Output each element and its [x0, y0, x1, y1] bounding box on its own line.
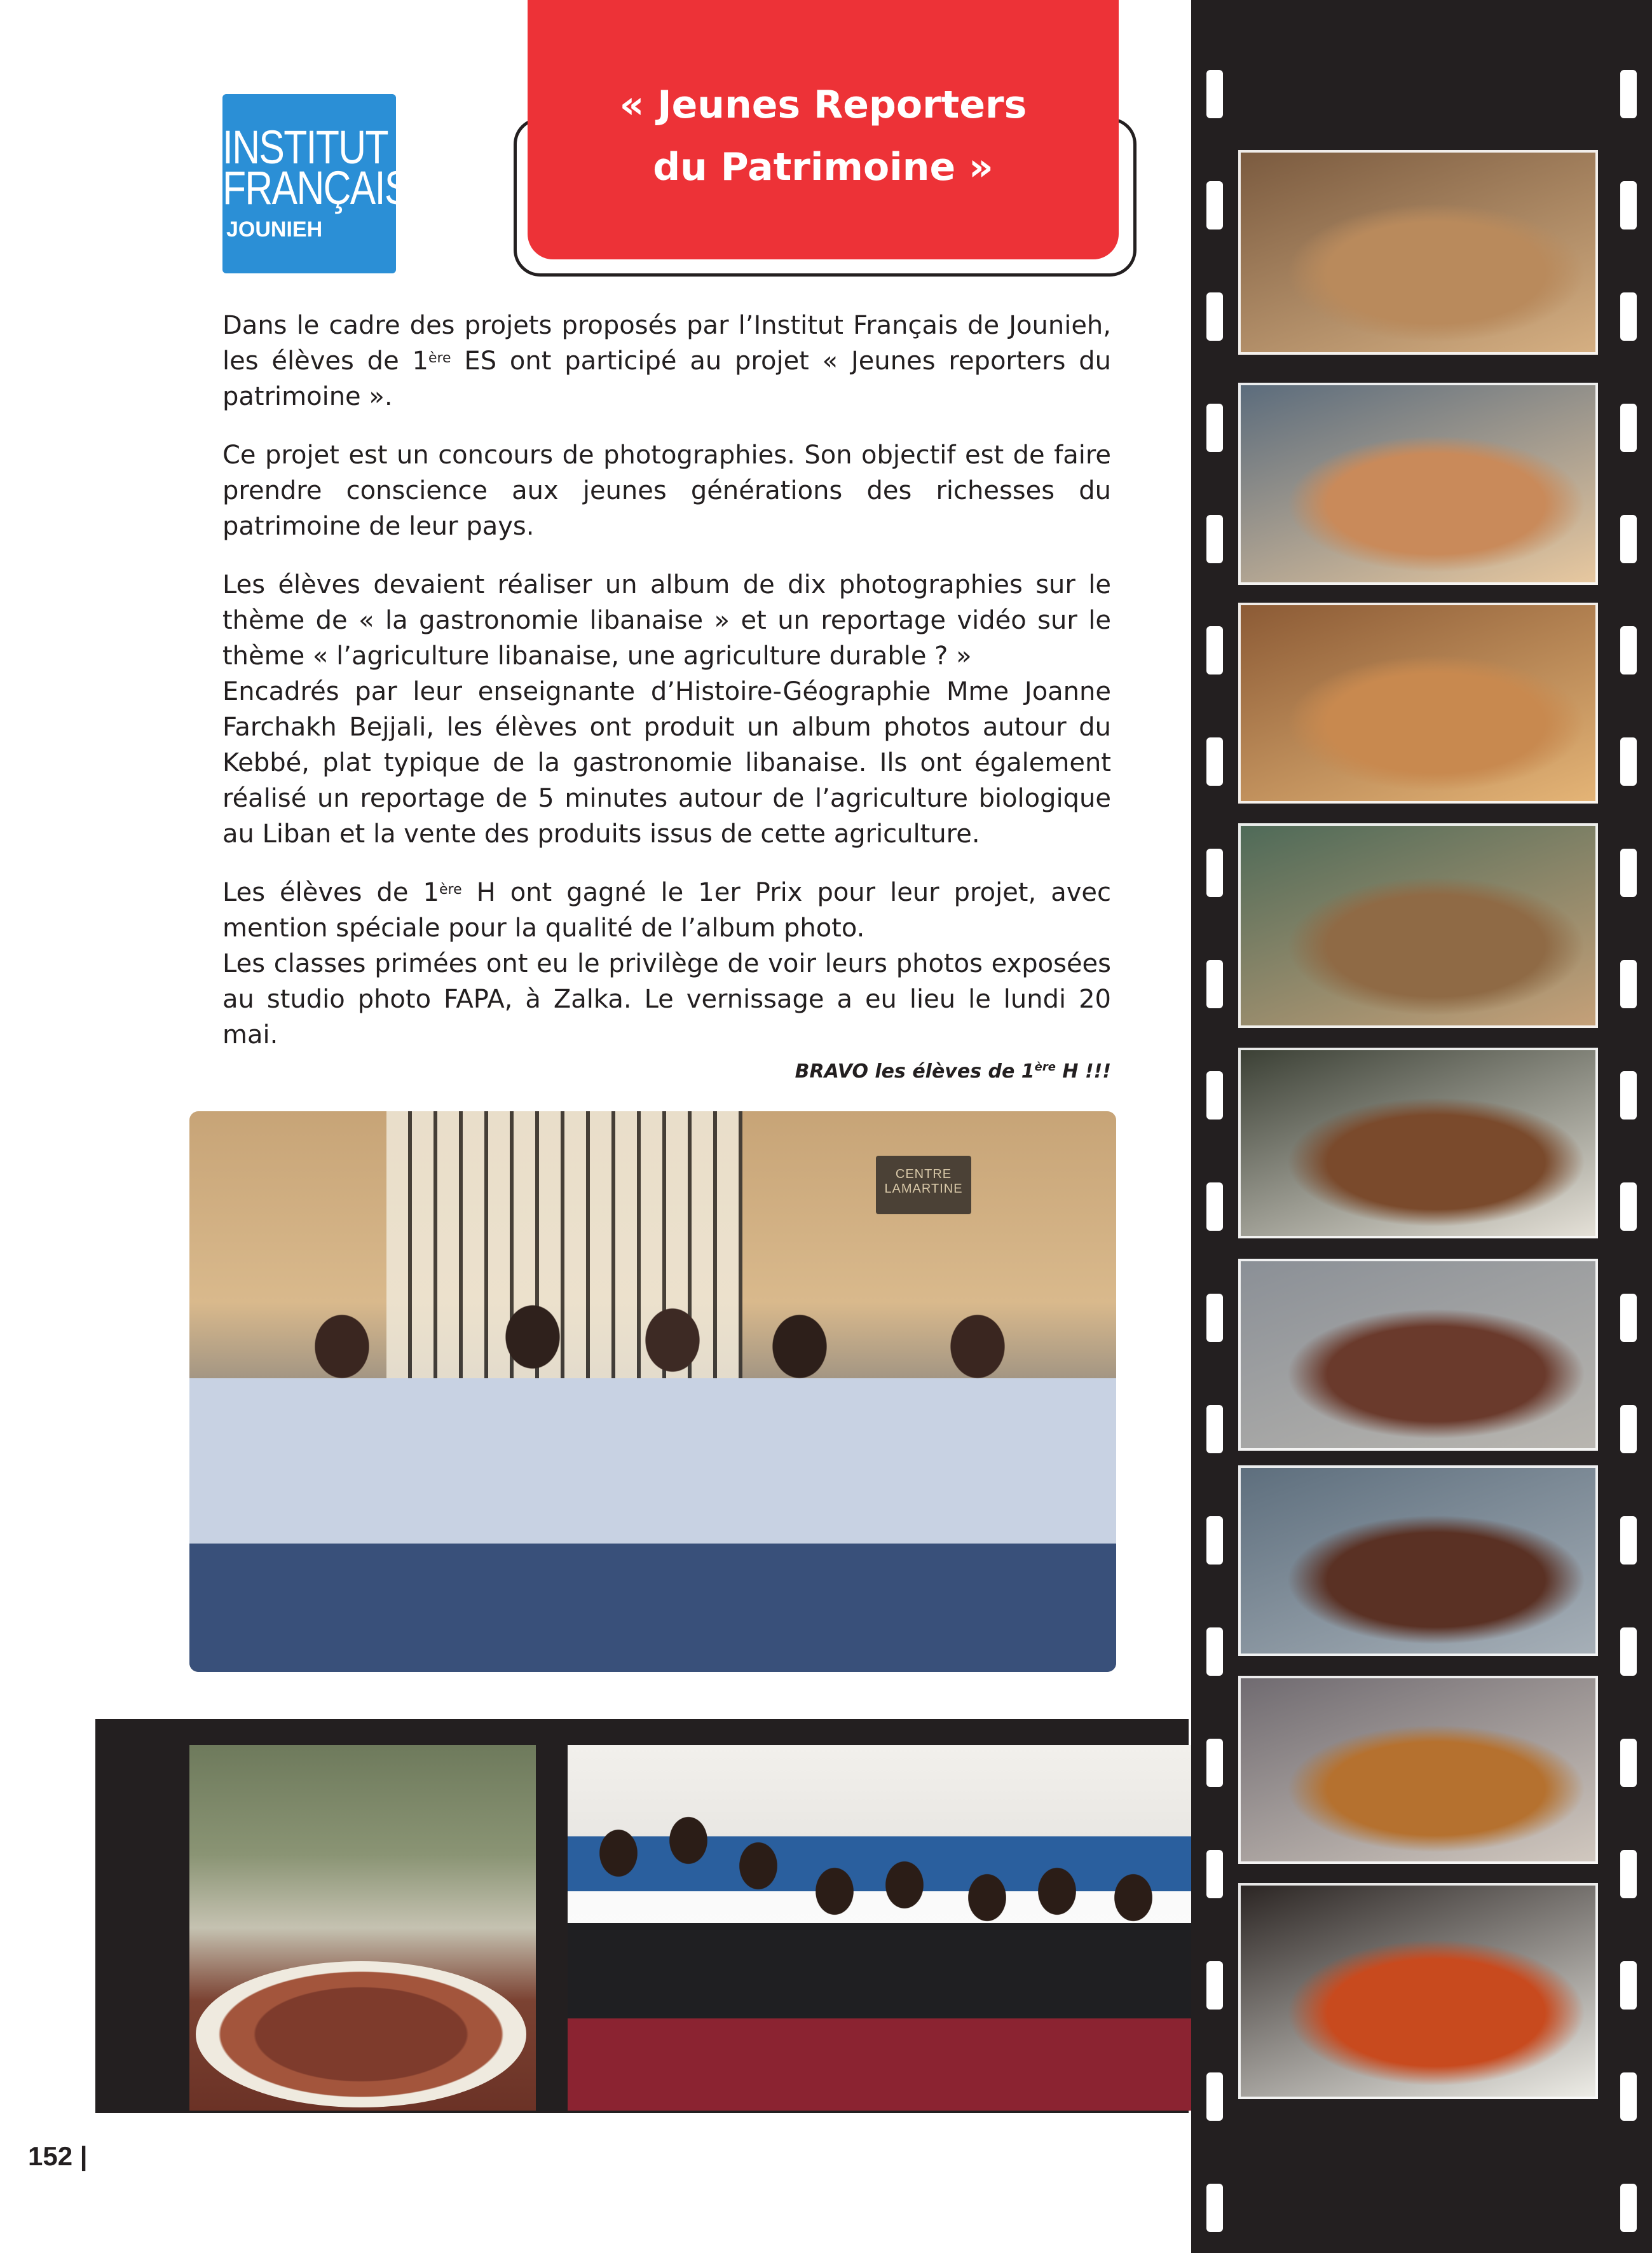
sprocket-hole: [1206, 181, 1223, 229]
sprocket-hole: [1206, 1850, 1223, 1898]
sprocket-hole: [1620, 1294, 1637, 1342]
sprocket-hole: [1206, 2072, 1223, 2121]
sprocket-hole: [1620, 1516, 1637, 1565]
institut-francais-logo: [222, 94, 409, 273]
bravo-caption: BRAVO les élèves de 1ère H !!!: [795, 1060, 1111, 1083]
article-body: [222, 308, 1111, 1076]
sprocket-hole: [1620, 1627, 1637, 1676]
logo-line-1: INSTITUT: [222, 121, 388, 174]
sprocket-hole: [1620, 181, 1637, 229]
sprocket-hole: [1206, 960, 1223, 1008]
kebbe-plate: [196, 1961, 526, 2107]
sprocket-hole: [1620, 2184, 1637, 2232]
paragraph-5: Les élèves de 1ère H ont gagné le 1er Prix pour leur projet, avec mention spéciale pour la qualité de l’album photo.: [222, 878, 1111, 943]
logo-line-3: JOUNIEH: [226, 217, 323, 242]
film-frame-kebbe-slice: [1238, 823, 1598, 1028]
students-group: [189, 1277, 1116, 1672]
sprocket-hole: [1206, 292, 1223, 341]
centre-lamartine-sign: CENTRE LAMARTINE: [876, 1156, 971, 1214]
exhibition-students-photo: [568, 1745, 1194, 2111]
title-line-2: du Patrimoine »: [653, 145, 993, 189]
sprocket-hole: [1206, 1961, 1223, 2010]
paragraph-6: Les classes primées ont eu le privilège de voir leurs photos exposées au studio photo FAPA, à Zalka. Le vernissage a eu lieu le lundi 20 mai.: [222, 949, 1111, 1050]
sprocket-hole: [1620, 404, 1637, 452]
sprocket-hole: [1206, 515, 1223, 563]
page-number: 152 |: [28, 2141, 88, 2171]
sprocket-hole: [1620, 515, 1637, 563]
paragraph-3: Les élèves devaient réaliser un album de dix photographies sur le thème de « la gastronomie libanaise » et un reportage vidéo sur le thème « l’agriculture libanaise, une agriculture durable ? »: [222, 570, 1111, 671]
sprocket-hole: [1206, 1071, 1223, 1120]
sprocket-hole: [1620, 292, 1637, 341]
film-frame-kebbe-hand: [1238, 150, 1598, 355]
title-banner: [528, 0, 1119, 259]
sprocket-hole: [1206, 404, 1223, 452]
sprocket-hole: [1620, 1071, 1637, 1120]
film-frame-kebbe-yogurt: [1238, 1883, 1598, 2099]
film-frame-pumpkin-kebbe: [1238, 1676, 1598, 1864]
sprocket-hole: [1206, 70, 1223, 118]
sprocket-hole: [1620, 2072, 1637, 2121]
sprocket-hole: [1620, 1961, 1637, 2010]
paragraph-2: Ce projet est un concours de photographies. Son objectif est de faire prendre conscience aux jeunes générations des richesses du patrimoine de leur pays.: [222, 441, 1111, 541]
kebbe-platter-photo: [189, 1745, 536, 2111]
sprocket-hole: [1620, 849, 1637, 897]
exhibition-students: [568, 1815, 1194, 2111]
sprocket-hole: [1620, 960, 1637, 1008]
film-frame-grilled-kebbe: [1238, 1259, 1598, 1451]
film-frame-table-spread: [1238, 603, 1598, 804]
sprocket-hole: [1206, 2184, 1223, 2232]
logo-line-2: FRANÇAIS: [222, 161, 409, 214]
sprocket-hole: [1620, 1182, 1637, 1231]
sprocket-hole: [1206, 737, 1223, 786]
sprocket-hole: [1206, 1294, 1223, 1342]
sprocket-hole: [1620, 737, 1637, 786]
sprocket-hole: [1620, 1405, 1637, 1453]
film-frame-beans-dish: [1238, 383, 1598, 585]
sprocket-hole: [1620, 1850, 1637, 1898]
group-photo: [189, 1111, 1116, 1672]
film-frame-kebbe-balls: [1238, 1048, 1598, 1238]
sprocket-hole: [1620, 70, 1637, 118]
paragraph-1: Dans le cadre des projets proposés par l’Institut Français de Jounieh, les élèves de 1ère ES ont participé au projet « Jeunes reporters du patrimoine ».: [222, 311, 1112, 411]
sprocket-hole: [1620, 1739, 1637, 1787]
film-frame-kebbe-salad: [1238, 1465, 1598, 1656]
sprocket-hole: [1206, 1182, 1223, 1231]
sprocket-hole: [1206, 1516, 1223, 1565]
sprocket-hole: [1206, 1405, 1223, 1453]
film-strip: [1191, 0, 1652, 2253]
paragraph-4: Encadrés par leur enseignante d’Histoire-Géographie Mme Joanne Farchakh Bejjali, les élèves ont produit un album photos autour du Kebbé, plat typique de la gastronomie libanaise. Ils ont également réalisé un reportage de 5 minutes autour de l’agriculture biologique au Liban et la vente des produits issus de cette agriculture.: [222, 677, 1111, 849]
sprocket-hole: [1206, 626, 1223, 675]
sprocket-hole: [1206, 1627, 1223, 1676]
sprocket-hole: [1620, 626, 1637, 675]
title-line-1: « Jeunes Reporters: [619, 83, 1027, 127]
sprocket-hole: [1206, 1739, 1223, 1787]
sprocket-hole: [1206, 849, 1223, 897]
